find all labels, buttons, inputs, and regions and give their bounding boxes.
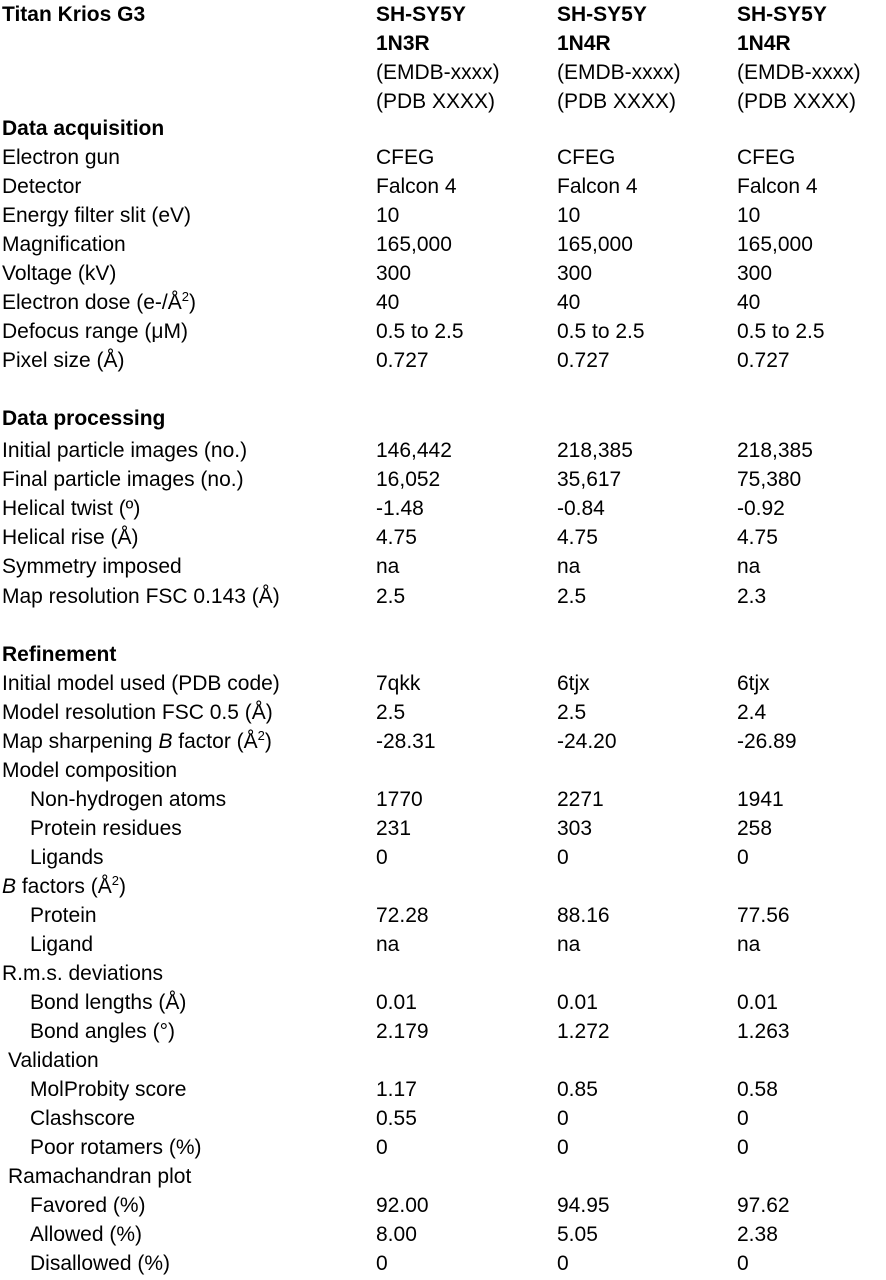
row-value: 2.5 [376,701,406,724]
row-value: 2.4 [737,701,767,724]
row-value: 0.5 to 2.5 [557,320,645,343]
italic-text: B [158,730,173,753]
row-value: 40 [376,291,400,314]
row-value: 16,052 [376,468,441,491]
table-row [0,552,886,581]
row-value: 0.5 to 2.5 [376,320,464,343]
row-value: 146,442 [376,439,452,462]
row-label: Pixel size (Å) [2,349,125,372]
table-row [0,1249,886,1278]
row-label: Electron gun [2,146,120,169]
sample-name: 1N4R [557,32,611,55]
row-value: 10 [737,204,761,227]
superscript: 2 [181,289,189,304]
row-value: 0 [737,846,749,869]
label-text: ) [264,730,272,753]
row-value: 5.05 [557,1223,598,1246]
row-value: 4.75 [557,526,598,549]
row-value: 218,385 [557,439,633,462]
row-value: 0 [557,1107,569,1130]
table-row [0,582,886,611]
row-value: 6tjx [737,672,770,695]
row-label: Model composition [2,759,178,782]
row-value: 258 [737,817,773,840]
section-heading-processing [0,404,886,433]
cell-line: SH-SY5Y [557,3,647,26]
row-value: 303 [557,817,593,840]
row-value: -28.31 [376,730,436,753]
row-label: Initial model used (PDB code) [2,672,280,695]
row-value: 0.727 [376,349,429,372]
table-row [0,201,886,230]
label-text: factors (Å [16,875,112,898]
emdb-id: (EMDB-xxxx) [737,61,861,84]
row-value: 231 [376,817,412,840]
row-label [2,288,196,317]
emdb-id: (EMDB-xxxx) [557,61,681,84]
row-label: Initial particle images (no.) [2,439,248,462]
row-label: Energy filter slit (eV) [2,204,192,227]
row-label: Symmetry imposed [2,555,182,578]
table-row [0,1191,886,1220]
row-value: 1.272 [557,1020,610,1043]
pdb-id: (PDB XXXX) [737,90,857,113]
row-label: Model resolution FSC 0.5 (Å) [2,701,273,724]
row-label: Protein residues [30,817,182,840]
row-label: Detector [2,175,82,198]
table-row [0,959,886,988]
label-text: Map sharpening [2,730,159,753]
table-row [0,901,886,930]
row-value: 300 [557,262,593,285]
table-row [0,814,886,843]
row-value: na [376,555,400,578]
row-value: 1770 [376,788,423,811]
row-label: Voltage (kV) [2,262,117,285]
table-row [0,843,886,872]
row-label: Validation [8,1049,99,1072]
row-value: 2271 [557,788,604,811]
row-label: Magnification [2,233,126,256]
table-row [0,317,886,346]
row-value: 1941 [737,788,784,811]
row-value: 0 [737,1136,749,1159]
row-label: Map resolution FSC 0.143 (Å) [2,585,280,608]
row-value: -24.20 [557,730,617,753]
row-value: 165,000 [737,233,813,256]
row-value: 10 [557,204,581,227]
row-value: 4.75 [737,526,778,549]
row-value: na [557,555,581,578]
row-value: 1.17 [376,1078,417,1101]
section-heading-refinement [0,640,886,669]
row-value: 75,380 [737,468,802,491]
superscript: 2 [111,873,119,888]
row-label: Favored (%) [30,1194,146,1217]
table-row [0,1104,886,1133]
table-row [0,1075,886,1104]
cell-line: SH-SY5Y [376,3,466,26]
row-label: Ligand [30,933,94,956]
row-label: Clashscore [30,1107,136,1130]
label-text: ) [189,291,196,314]
italic-text: B [2,875,17,898]
row-value: 2.5 [557,701,587,724]
row-label: MolProbity score [30,1078,187,1101]
pdb-id: (PDB XXXX) [376,90,496,113]
row-value: 94.95 [557,1194,610,1217]
row-label [2,727,272,756]
row-value: 7qkk [376,672,421,695]
row-value: 0.01 [557,991,598,1014]
row-value: CFEG [376,146,435,169]
row-value: 0 [737,1107,749,1130]
label-text: ) [118,875,126,898]
emdb-id: (EMDB-xxxx) [376,61,500,84]
row-label: Ramachandran plot [8,1165,192,1188]
table-row [0,288,886,317]
row-value: 0.5 to 2.5 [737,320,825,343]
row-label: Bond angles (°) [30,1020,175,1043]
row-value: -0.92 [737,497,785,520]
row-value: 97.62 [737,1194,790,1217]
table-row [0,698,886,727]
row-value: 0.55 [376,1107,417,1130]
row-label: R.m.s. deviations [2,962,164,985]
row-value: 165,000 [376,233,452,256]
table-header [0,0,886,116]
section-heading-acquisition [0,114,886,143]
table-row [0,172,886,201]
table-row [0,143,886,172]
row-value: 2.5 [557,585,587,608]
section-title: Data processing [2,407,166,430]
section-title: Data acquisition [2,117,165,140]
row-value: 88.16 [557,904,610,927]
superscript: 2 [257,728,265,743]
label-text: Electron dose (e-/Å [2,291,182,314]
row-label: Poor rotamers (%) [30,1136,202,1159]
row-value: na [737,933,761,956]
row-value: 0.727 [557,349,610,372]
row-value: 0 [557,1136,569,1159]
table-row [0,346,886,375]
row-label [2,872,126,901]
row-value: 0 [376,1136,388,1159]
row-value: 0 [557,846,569,869]
row-value: 92.00 [376,1194,429,1217]
row-value: 0.85 [557,1078,598,1101]
row-value: 0.58 [737,1078,778,1101]
row-value: 40 [557,291,581,314]
row-label: Non-hydrogen atoms [30,788,227,811]
table-row [0,230,886,259]
row-value: 165,000 [557,233,633,256]
row-label: Final particle images (no.) [2,468,244,491]
row-value: CFEG [737,146,796,169]
table-row [0,1162,886,1191]
sample-name: 1N4R [737,32,791,55]
pdb-id: (PDB XXXX) [557,90,677,113]
table-row [0,259,886,288]
row-value: 0 [376,1252,388,1275]
row-label: Allowed (%) [30,1223,143,1246]
row-value: 300 [737,262,773,285]
row-label: Disallowed (%) [30,1252,171,1275]
row-value: Falcon 4 [737,175,818,198]
row-value: 0.727 [737,349,790,372]
row-label: Helical rise (Å) [2,526,139,549]
row-label: Protein [30,904,97,927]
instrument-name: Titan Krios G3 [2,3,146,26]
row-value: 2.3 [737,585,767,608]
column-header-3 [737,0,861,116]
row-value: 8.00 [376,1223,417,1246]
table-row [0,872,886,901]
row-value: -0.84 [557,497,605,520]
table-row [0,930,886,959]
row-value: 72.28 [376,904,429,927]
row-value: 2.179 [376,1020,429,1043]
row-value: 6tjx [557,672,590,695]
row-value: 2.38 [737,1223,778,1246]
row-label: Defocus range (μM) [2,320,188,343]
table-row [0,785,886,814]
table-row [0,1220,886,1249]
table-row [0,523,886,552]
row-value: 10 [376,204,400,227]
row-value: 40 [737,291,761,314]
section-title: Refinement [2,643,117,666]
table-row [0,494,886,523]
row-value: 0 [557,1252,569,1275]
row-value: 300 [376,262,412,285]
table-row [0,669,886,698]
table-row [0,756,886,785]
row-value: CFEG [557,146,616,169]
row-value: na [376,933,400,956]
row-value: na [557,933,581,956]
row-value: 4.75 [376,526,417,549]
row-value: -26.89 [737,730,797,753]
table-row [0,465,886,494]
row-value: -1.48 [376,497,424,520]
column-header-2 [557,0,681,116]
table-row [0,1133,886,1162]
column-header-1 [376,0,500,116]
row-value: 0.01 [737,991,778,1014]
label-text: factor (Å [172,730,258,753]
row-label: Bond lengths (Å) [30,991,187,1014]
row-value: 0 [737,1252,749,1275]
table-row [0,727,886,756]
cell-line: SH-SY5Y [737,3,827,26]
row-value: 2.5 [376,585,406,608]
row-value: Falcon 4 [376,175,457,198]
table-row [0,436,886,465]
row-value: 0 [376,846,388,869]
row-value: 0.01 [376,991,417,1014]
row-value: na [737,555,761,578]
row-label: Ligands [30,846,104,869]
row-value: Falcon 4 [557,175,638,198]
table-row [0,1017,886,1046]
row-value: 77.56 [737,904,790,927]
table-row [0,1046,886,1075]
row-value: 1.263 [737,1020,790,1043]
table-row [0,988,886,1017]
row-value: 218,385 [737,439,813,462]
row-value: 35,617 [557,468,622,491]
row-label: Helical twist (º) [2,497,141,520]
sample-name: 1N3R [376,32,430,55]
